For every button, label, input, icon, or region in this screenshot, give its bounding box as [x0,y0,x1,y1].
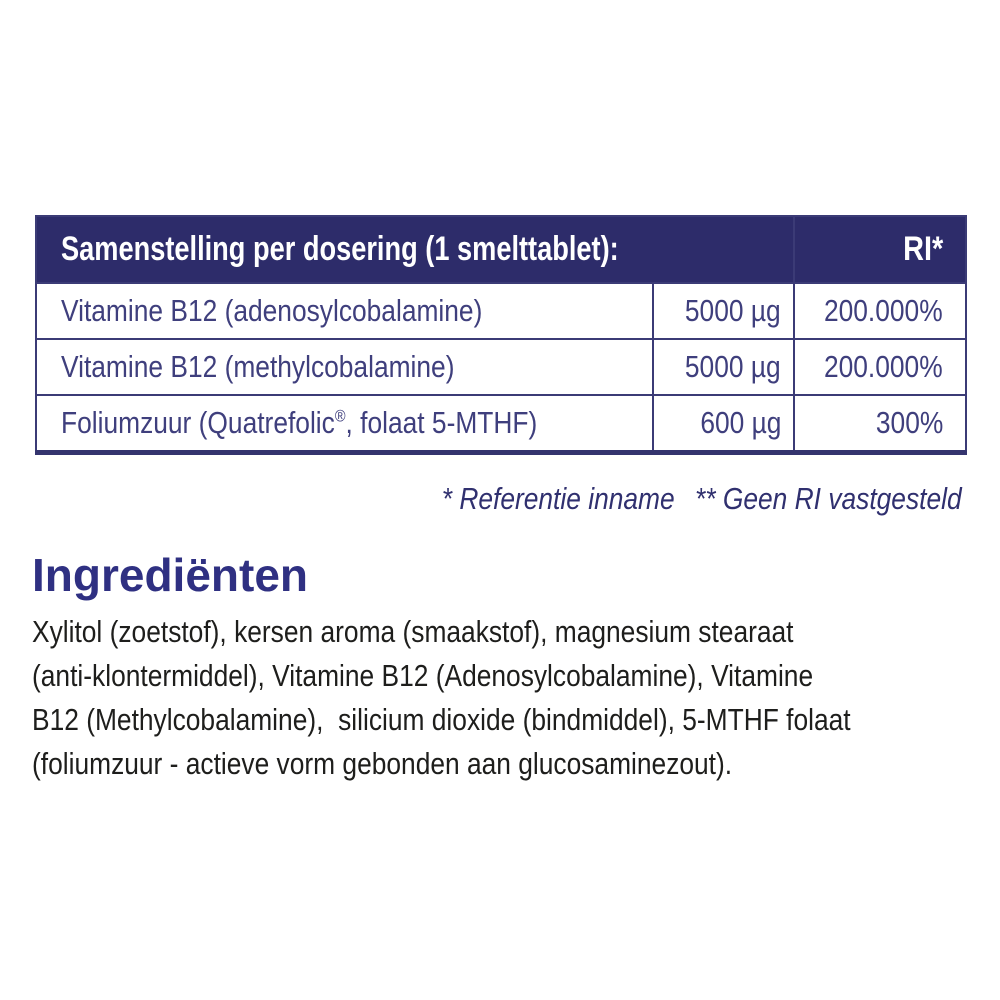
ingredient-ri: 200.000% [824,349,943,384]
ingredient-ri-cell [794,283,966,339]
footnote-reference-intake: * Referentie inname [442,481,676,516]
ingredient-amount: 600 µg [699,405,781,440]
ingredient-ri-cell [794,395,966,453]
ri-column-header-cell [794,216,966,283]
ingredient-amount-cell [653,339,794,395]
table-row [36,339,966,395]
ingredients-line: (anti-klontermiddel), Vitamine B12 (Adenosylcobalamine), Vitamine [32,658,814,693]
ingredient-amount: 5000 µg [685,349,781,384]
ingredient-amount-cell [653,283,794,339]
table-title: Samenstelling per dosering (1 smelttablet): [61,230,619,268]
composition-table [35,215,967,455]
ingredients-heading: Ingrediënten [32,549,309,601]
table-row [36,395,966,453]
ingredient-name-cell [36,283,653,339]
table-header-row [36,216,966,283]
ingredients-line: Xylitol (zoetstof), kersen aroma (smaakstof), magnesium stearaat [32,614,794,649]
footnote-no-ri: ** Geen RI vastgesteld [695,481,962,516]
ingredient-ri-cell [794,339,966,395]
ingredient-ri: 200.000% [824,293,943,328]
table-row [36,283,966,339]
ingredient-name-cell [36,395,653,453]
ingredients-line: (foliumzuur - actieve vorm gebonden aan glucosaminezout). [32,746,733,781]
ingredient-name: Vitamine B12 (methylcobalamine) [61,349,455,384]
ingredient-name-cell [36,339,653,395]
ingredient-amount: 5000 µg [685,293,781,328]
table-title-cell [36,216,794,283]
table-footnote [350,481,962,517]
ingredient-amount-cell [653,395,794,453]
ingredients-line: B12 (Methylcobalamine), silicium dioxide (bindmiddel), 5-MTHF folaat [32,702,851,737]
ingredient-ri: 300% [875,405,943,440]
ingredient-name: Foliumzuur (Quatrefolic®, folaat 5-MTHF) [61,405,538,440]
ingredient-name: Vitamine B12 (adenosylcobalamine) [61,293,483,328]
ri-column-header: RI* [902,230,943,268]
ingredients-paragraph [32,610,992,786]
